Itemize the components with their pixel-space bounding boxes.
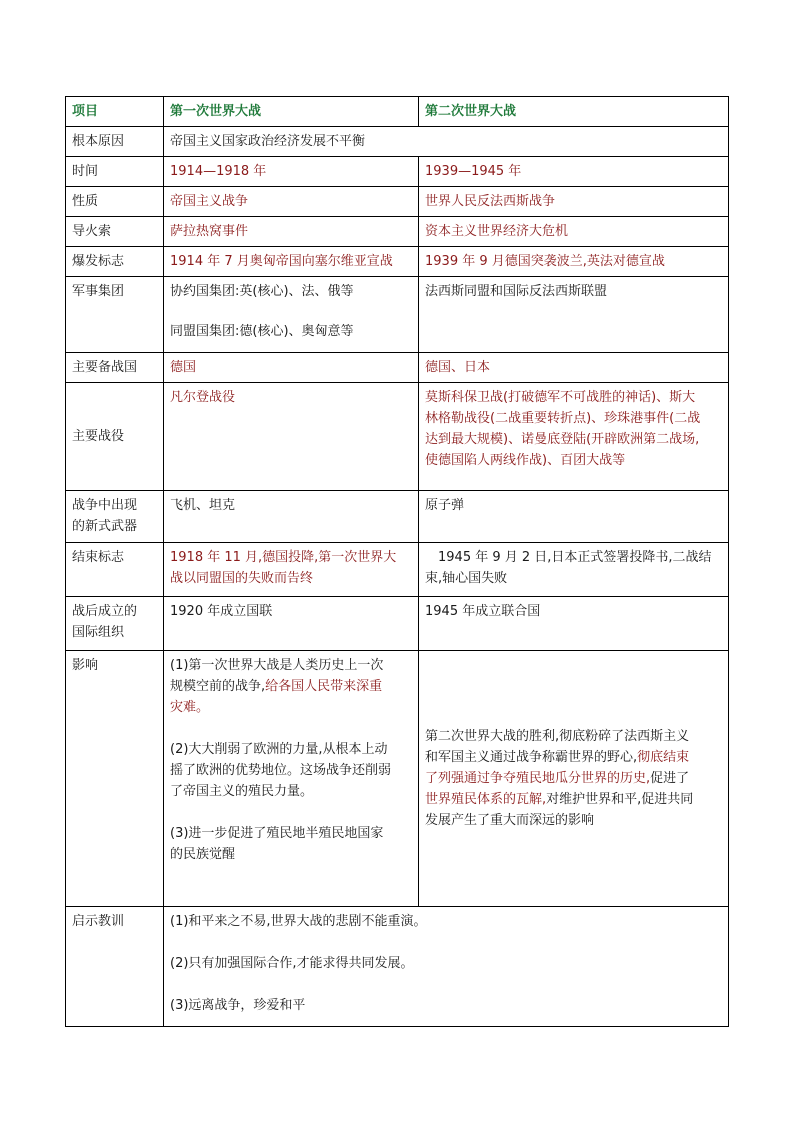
label-end: 结束标志 [66,543,164,597]
battles-ww2-line: 使德国陷人两线作战)、百团大战等 [425,453,626,468]
label-org [66,597,164,651]
main-belligerent-ww2: 德国、日本 [419,353,729,383]
impact-ww1 [164,651,419,907]
org-ww2: 1945 年成立联合国 [419,597,729,651]
label-org-line2: 国际组织 [72,625,125,640]
end-ww2-line1: 1945 年 9 月 2 日,日本正式签署投降书,二战结 [438,550,712,565]
label-org-line1: 战后成立的 [72,604,138,619]
label-outbreak: 爆发标志 [66,247,164,277]
label-battles: 主要战役 [66,383,164,491]
label-weapons-line2: 的新式武器 [72,519,138,534]
main-belligerent-ww1: 德国 [164,353,419,383]
time-ww1: 1914—1918 年 [164,157,419,187]
label-lessons: 启示教训 [66,907,164,1027]
impact-ww2-text: 和军国主义通过战争称霸世界的野心, [425,750,638,765]
row-blocs [66,277,729,353]
nature-ww1: 帝国主义战争 [164,187,419,217]
trigger-ww1: 萨拉热窝事件 [164,217,419,247]
impact-ww1-text: 了帝国主义的殖民力量。 [170,784,314,799]
battles-ww2-line: 莫斯科保卫战(打破德军不可战胜的神话)、斯大 [425,390,696,405]
outbreak-ww1: 1914 年 7 月奥匈帝国向塞尔维亚宣战 [164,247,419,277]
blocs-ww1-central: 同盟国集团:德(核心)、奥匈意等 [170,324,354,339]
label-time: 时间 [66,157,164,187]
header-row [66,97,729,127]
row-end [66,543,729,597]
trigger-ww2: 资本主义世界经济大危机 [419,217,729,247]
row-nature [66,187,729,217]
impact-ww2-text: 第二次世界大战的胜利,彻底粉碎了法西斯主义 [425,729,690,744]
battles-ww1: 凡尔登战役 [164,383,419,491]
impact-ww2-text: 促进了 [650,771,690,786]
row-weapons [66,491,729,543]
lessons-value [164,907,729,1027]
label-root-cause: 根本原因 [66,127,164,157]
org-ww1: 1920 年成立国联 [164,597,419,651]
impact-ww1-text: 的民族觉醒 [170,847,236,862]
impact-ww2-text: 发展产生了重大而深远的影响 [425,813,595,828]
row-lessons [66,907,729,1027]
label-impact: 影响 [66,651,164,907]
label-weapons-line1: 战争中出现 [72,498,138,513]
root-cause-value: 帝国主义国家政治经济发展不平衡 [164,127,729,157]
impact-ww1-highlight: 灾难。 [170,700,210,715]
nature-ww2: 世界人民反法西斯战争 [419,187,729,217]
end-ww1 [164,543,419,597]
end-ww2-line2: 束,轴心国失败 [425,571,508,586]
label-trigger: 导火索 [66,217,164,247]
blocs-ww1 [164,277,419,353]
impact-ww1-text: 规模空前的战争, [170,679,266,694]
impact-ww2 [419,651,729,907]
label-main-belligerent: 主要备战国 [66,353,164,383]
impact-ww1-highlight: 给各国人民带来深重 [265,679,383,694]
row-org [66,597,729,651]
impact-ww1-text: (2)大大削弱了欧洲的力量,从根本上动 [170,742,388,757]
row-root-cause [66,127,729,157]
impact-ww1-text: 摇了欧洲的优势地位。这场战争还削弱 [170,763,392,778]
label-nature: 性质 [66,187,164,217]
impact-ww2-highlight: 世界殖民体系的瓦解, [425,792,547,807]
blocs-ww2: 法西斯同盟和国际反法西斯联盟 [419,277,729,353]
weapons-ww2: 原子弹 [419,491,729,543]
impact-ww2-highlight: 了列强通过争夺殖民地瓜分世界的历史, [425,771,651,786]
lesson-item: (1)和平来之不易,世界大战的悲剧不能重演。 [170,914,427,929]
lesson-item: (2)只有加强国际合作,才能求得共同发展。 [170,956,414,971]
header-item: 项目 [66,97,164,127]
row-outbreak [66,247,729,277]
time-ww2: 1939—1945 年 [419,157,729,187]
header-ww2: 第二次世界大战 [419,97,729,127]
battles-ww2-line: 林格勒战役(二战重要转折点)、珍珠港事件(二战 [425,411,701,426]
lesson-item: (3)远离战争，珍爱和平 [170,998,306,1013]
end-ww1-line1: 1918 年 11 月,德国投降,第一次世界大 [170,550,397,565]
header-ww1: 第一次世界大战 [164,97,419,127]
label-blocs: 军事集团 [66,277,164,353]
impact-ww1-text: (1)第一次世界大战是人类历史上一次 [170,658,384,673]
impact-ww2-text: 对维护世界和平,促进共同 [546,792,694,807]
impact-ww1-text: (3)进一步促进了殖民地半殖民地国家 [170,826,384,841]
row-battles [66,383,729,491]
end-ww2 [419,543,729,597]
battles-ww2 [419,383,729,491]
outbreak-ww2: 1939 年 9 月德国突袭波兰,英法对德宣战 [419,247,729,277]
label-weapons [66,491,164,543]
weapons-ww1: 飞机、坦克 [164,491,419,543]
battles-ww2-line: 达到最大规模)、诺曼底登陆(开辟欧洲第二战场, [425,432,700,447]
row-main-belligerent [66,353,729,383]
blocs-ww1-entente: 协约国集团:英(核心)、法、俄等 [170,284,354,299]
row-impact [66,651,729,907]
impact-ww2-highlight: 彻底结束 [637,750,690,765]
row-trigger [66,217,729,247]
comparison-table [65,96,729,1027]
row-time [66,157,729,187]
end-ww1-line2: 战以同盟国的失败而告终 [170,571,314,586]
